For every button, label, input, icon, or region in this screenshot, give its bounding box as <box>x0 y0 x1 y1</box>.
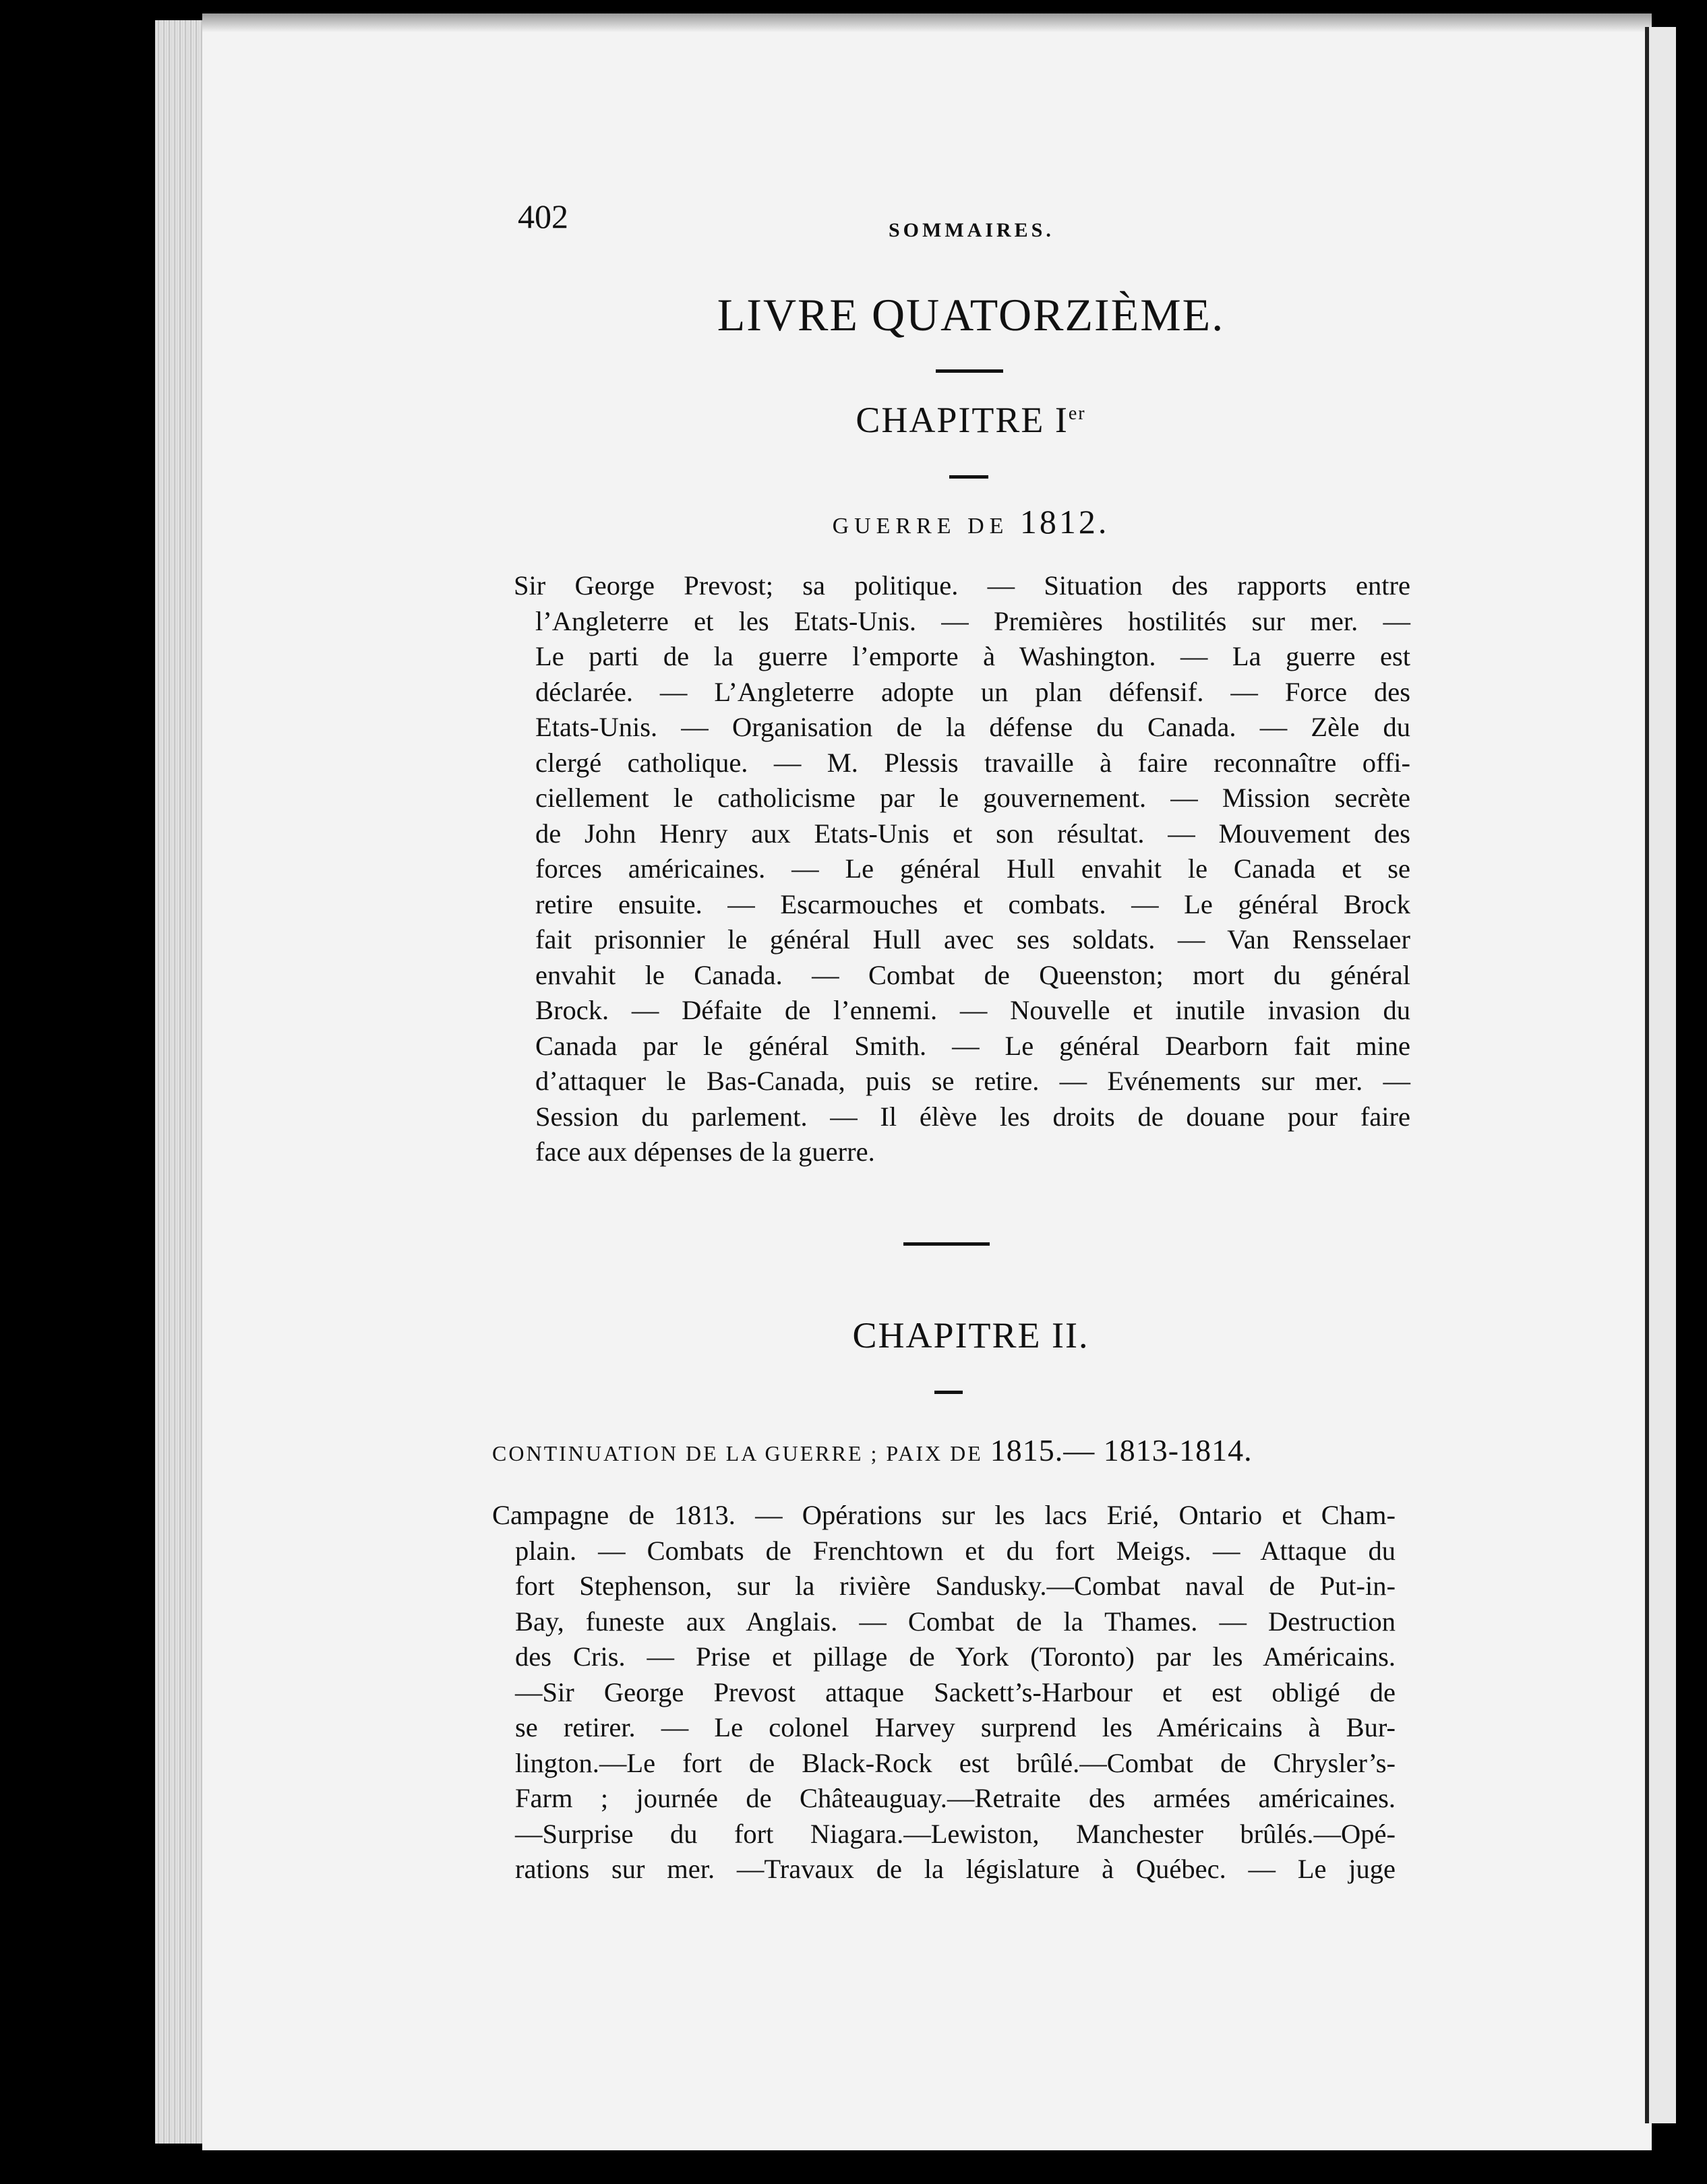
summary-line: de John Henry aux Etats-Unis et son résultat. — Mouvement des <box>535 818 1410 849</box>
page-number: 402 <box>518 198 568 235</box>
summary-line: Canada par le général Smith. — Le général Dearborn fait mine <box>535 1030 1410 1061</box>
summary-line: ciellement le catholicisme par le gouvernement. — Mission secrète <box>535 783 1410 813</box>
book-title: LIVRE QUATORZIÈME. <box>717 289 1225 340</box>
summary-line: Etats-Unis. — Organisation de la défense du Canada. — Zèle du <box>535 712 1410 742</box>
summary-line: Sir George Prevost; sa politique. — Situation des rapports entre <box>514 570 1410 601</box>
summary-line: Le parti de la guerre l’emporte à Washington. — La guerre est <box>535 641 1410 671</box>
summary-line: fait prisonnier le général Hull avec ses soldats. — Van Rensselaer <box>535 924 1410 954</box>
chapter2-rule <box>934 1391 963 1394</box>
summary-line: retire ensuite. — Escarmouches et combats. — Le général Brock <box>535 888 1410 919</box>
chapter2-subtitle-years: 1815.— 1813-1814. <box>990 1433 1253 1467</box>
summary-line: rations sur mer. —Travaux de la législature à Québec. — Le juge <box>515 1854 1396 1884</box>
summary-line: Brock. — Défaite de l’ennemi. — Nouvelle et inutile invasion du <box>535 995 1410 1025</box>
section-separator <box>903 1242 990 1246</box>
summary-line: —Surprise du fort Niagara.—Lewiston, Manchester brûlés.—Opé- <box>515 1818 1396 1849</box>
summary-line: Bay, funeste aux Anglais. — Combat de la Thames. — Destruction <box>515 1606 1396 1637</box>
summary-line: déclarée. — L’Angleterre adopte un plan défensif. — Force des <box>535 676 1410 707</box>
chapter2-subtitle <box>492 1432 1402 1468</box>
chapter2-summary <box>492 1498 1396 1887</box>
summary-line: envahit le Canada. — Combat de Queenston; mort du général <box>535 959 1410 990</box>
summary-line: se retirer. — Le colonel Harvey surprend les Américains à Bur- <box>515 1712 1396 1742</box>
summary-line: Campagne de 1813. — Opérations sur les lacs Erié, Ontario et Cham- <box>492 1500 1396 1530</box>
summary-line: des Cris. — Prise et pillage de York (Toronto) par les Américains. <box>515 1641 1396 1672</box>
summary-line: —Sir George Prevost attaque Sackett’s-Harbour et est obligé de <box>515 1676 1396 1707</box>
summary-line: plain. — Combats de Frenchtown et du fort Meigs. — Attaque du <box>515 1535 1396 1566</box>
summary-line: lington.—Le fort de Black-Rock est brûlé.—Combat de Chrysler’s- <box>515 1747 1396 1778</box>
next-page-edge <box>1645 27 1676 2123</box>
chapter1-subtitle-year: 1812. <box>1019 503 1110 541</box>
summary-line: clergé catholique. — M. Plessis travaille à faire reconnaître offi- <box>535 747 1410 778</box>
summary-line: Session du parlement. — Il élève les droits de douane pour faire <box>535 1101 1410 1132</box>
summary-line: forces américaines. — Le général Hull envahit le Canada et se <box>535 853 1410 884</box>
chapter1-title-text: CHAPITRE I <box>856 400 1069 440</box>
summary-line: d’attaquer le Bas-Canada, puis se retire. — Evénements sur mer. — <box>535 1066 1410 1096</box>
page-top-shadow <box>202 13 1652 32</box>
summary-line: face aux dépenses de la guerre. <box>535 1136 875 1167</box>
chapter2-title: CHAPITRE II. <box>852 1315 1089 1356</box>
chapter1-summary <box>514 568 1410 1170</box>
summary-line: fort Stephenson, sur la rivière Sandusky.—Combat naval de Put-in- <box>515 1571 1396 1601</box>
title-rule <box>936 369 1003 373</box>
chapter1-subtitle <box>694 502 1247 541</box>
running-title: SOMMAIRES. <box>889 219 1054 241</box>
summary-line: l’Angleterre et les Etats-Unis. — Premières hostilités sur mer. — <box>535 605 1410 636</box>
chapter1-title-sup: er <box>1068 403 1086 424</box>
chapter1-rule <box>949 475 988 479</box>
chapter2-subtitle-text: CONTINUATION DE LA GUERRE ; PAIX DE <box>492 1441 983 1465</box>
chapter1-subtitle-text: GUERRE DE <box>832 514 1009 539</box>
chapter1-title <box>694 399 1247 441</box>
summary-line: Farm ; journée de Châteauguay.—Retraite des armées américaines. <box>515 1783 1396 1813</box>
